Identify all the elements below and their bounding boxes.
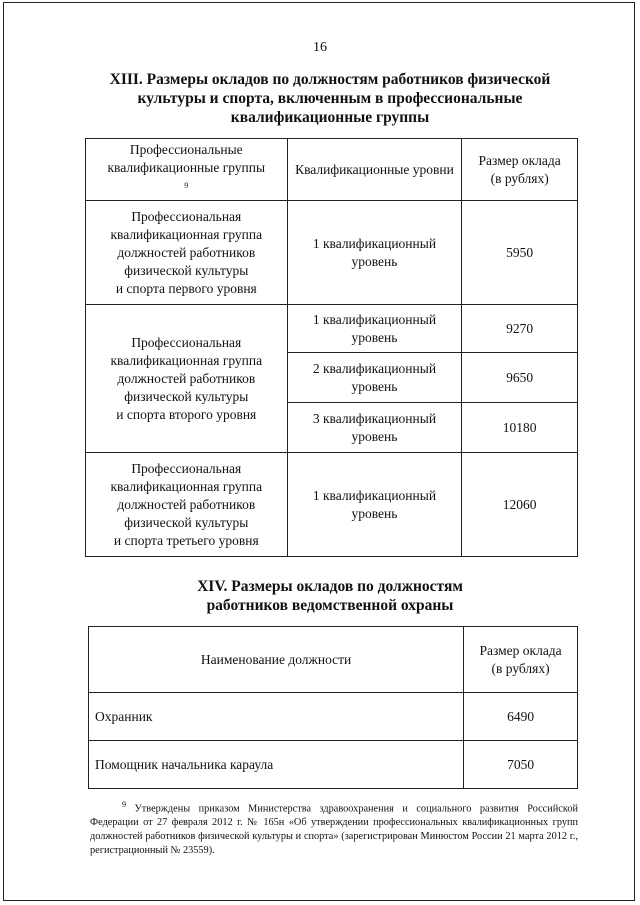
salary-cell: 5950	[462, 201, 578, 305]
level-line: 2 квалификационный	[312, 360, 437, 376]
header-groups-label: Профессиональные квалификационные группы	[107, 141, 266, 175]
group-name-line: должностей работников	[117, 496, 256, 512]
table-row	[86, 453, 578, 557]
footnote	[90, 798, 578, 858]
salary-cell: 9270	[462, 305, 578, 353]
salary-cell: 7050	[464, 741, 578, 789]
group-name-line: и спорта первого уровня	[115, 280, 257, 296]
header-salary-line: (в рублях)	[491, 660, 550, 676]
group-name-line: квалификационная группа	[110, 352, 263, 368]
header-salary-line: Размер оклада	[478, 152, 561, 168]
page-number: 16	[313, 40, 327, 55]
level-line: уровень	[351, 428, 398, 444]
level-cell	[287, 305, 462, 353]
group-name-cell	[86, 305, 288, 453]
level-cell	[287, 453, 462, 557]
level-line: уровень	[351, 329, 398, 345]
group-name-line: и спорта третьего уровня	[113, 532, 259, 548]
table-header-row	[89, 627, 578, 693]
section-14-title-line: работников ведомственной охраны	[206, 597, 454, 614]
table-row	[86, 201, 578, 305]
group-name-line: квалификационная группа	[110, 226, 263, 242]
section-14-title-line: XIV. Размеры окладов по должностям	[197, 578, 463, 595]
table-row	[86, 305, 578, 353]
level-line: 1 квалификационный	[312, 235, 437, 251]
salary-cell: 12060	[462, 453, 578, 557]
salary-cell: 9650	[462, 353, 578, 403]
group-name-line: Профессиональная	[131, 460, 242, 476]
header-cell-position: Наименование должности	[89, 627, 464, 693]
section-13-title-line: культуры и спорта, включенным в профессиональные	[137, 90, 523, 107]
group-name-line: Профессиональная	[131, 208, 242, 224]
footnote-reference: 9	[184, 180, 189, 190]
group-name-line: квалификационная группа	[110, 478, 263, 494]
salary-cell: 10180	[462, 403, 578, 453]
salary-cell: 6490	[464, 693, 578, 741]
level-line: 3 квалификационный	[312, 410, 437, 426]
footnote-separator	[90, 788, 250, 789]
header-cell-groups	[86, 139, 288, 201]
position-cell: Охранник	[89, 693, 464, 741]
level-cell	[287, 353, 462, 403]
level-cell	[287, 201, 462, 305]
table-row	[89, 693, 578, 741]
table-row	[89, 741, 578, 789]
header-cell-salary	[462, 139, 578, 201]
header-salary-line: (в рублях)	[490, 170, 549, 186]
group-name-line: и спорта второго уровня	[116, 406, 257, 422]
level-line: уровень	[351, 505, 398, 521]
table-header-row	[86, 139, 578, 201]
group-name-line: физической культуры	[124, 262, 249, 278]
position-cell: Помощник начальника караула	[89, 741, 464, 789]
section-13-title-line: квалификационные группы	[230, 109, 430, 126]
section-14-table	[88, 626, 578, 789]
header-cell-salary	[464, 627, 578, 693]
level-line: уровень	[351, 253, 398, 269]
level-line: 1 квалификационный	[312, 311, 437, 327]
group-name-line: должностей работников	[117, 244, 256, 260]
group-name-line: должностей работников	[117, 370, 256, 386]
level-line: уровень	[351, 378, 398, 394]
footnote-mark: 9	[122, 800, 126, 809]
header-salary-line: Размер оклада	[479, 642, 562, 658]
level-cell	[287, 403, 462, 453]
section-13-table	[85, 138, 578, 557]
section-13-title-line: XIII. Размеры окладов по должностям работников физической	[109, 71, 551, 88]
group-name-cell	[86, 453, 288, 557]
header-cell-levels: Квалификационные уровни	[287, 139, 462, 201]
section-14-title	[60, 577, 600, 615]
group-name-cell	[86, 201, 288, 305]
section-13-title	[60, 70, 600, 127]
footnote-text: Утверждены приказом Министерства здравоохранения и социального развития Российской Федерации от 27 февраля 2012 г. № 165н «Об утверждении профессиональных квалификационных групп должностей работников физической культуры и спорта» (зарегистрирован Минюстом России 21 марта 2012 г., регистрационный № 23559).	[90, 803, 578, 857]
group-name-line: Профессиональная	[131, 334, 242, 350]
group-name-line: физической культуры	[124, 388, 249, 404]
level-line: 1 квалификационный	[312, 487, 437, 503]
group-name-line: физической культуры	[124, 514, 249, 530]
